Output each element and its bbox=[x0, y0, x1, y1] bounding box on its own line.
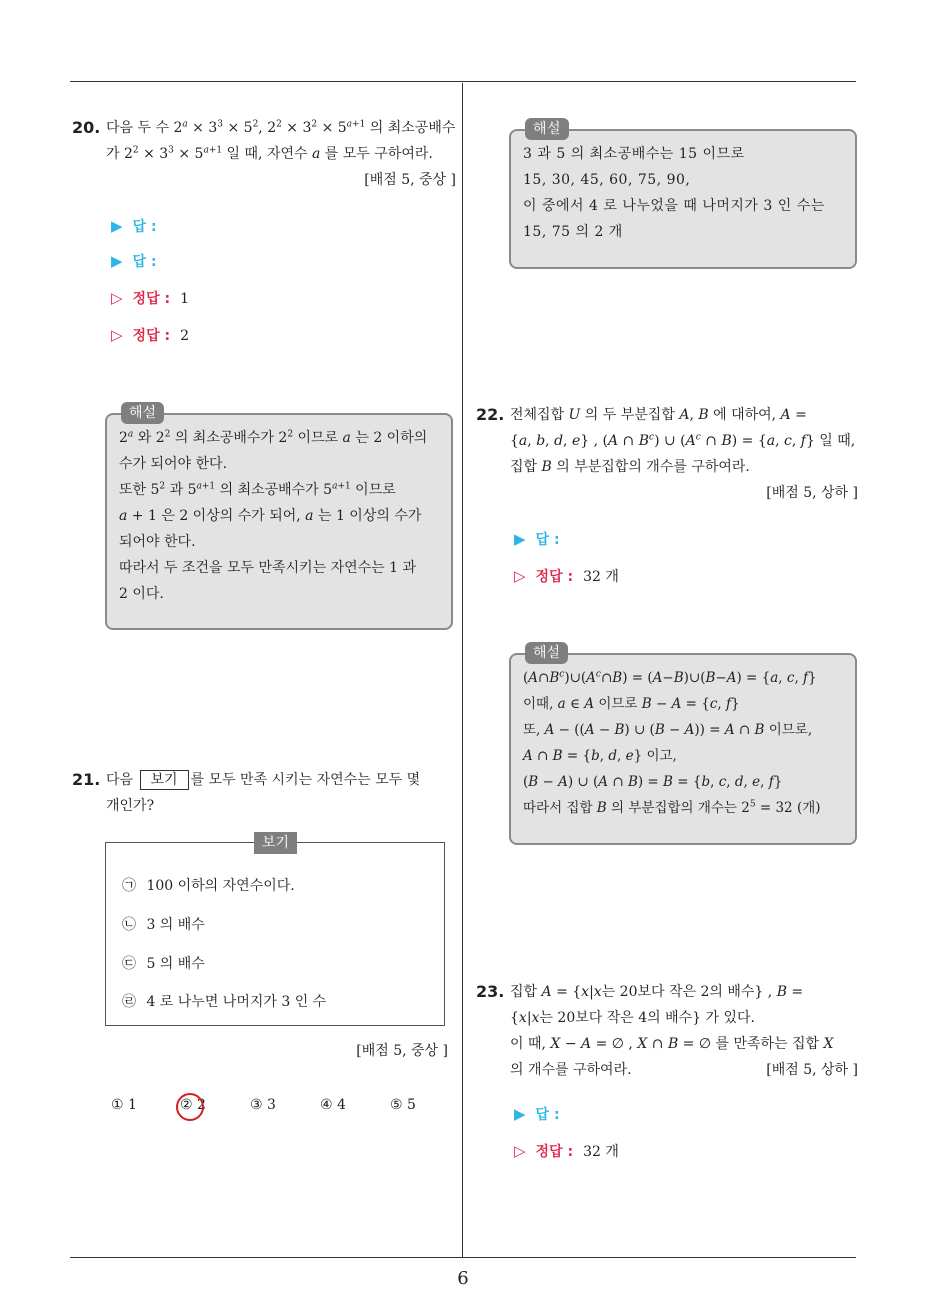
page-number: 6 bbox=[457, 1268, 469, 1289]
bogi-mark: ㉣ bbox=[122, 994, 136, 1010]
problem-line: 전체집합 U 의 두 부분집합 A, B 에 대하여, A = bbox=[510, 407, 807, 423]
correct-label: 정답 : bbox=[132, 328, 171, 344]
score: [배점 5, 상하 ] bbox=[766, 1062, 858, 1078]
problem-23 bbox=[476, 979, 858, 1083]
problem-20 bbox=[72, 115, 456, 193]
problem-21 bbox=[72, 767, 456, 819]
correct-answer bbox=[111, 288, 189, 308]
bogi-item bbox=[122, 875, 295, 895]
choice-4[interactable]: ④ 4 bbox=[320, 1097, 346, 1113]
correct-value: 32 개 bbox=[583, 1144, 619, 1160]
solution-line: 15, 75 의 2 개 bbox=[523, 224, 623, 240]
problem-line bbox=[510, 1057, 858, 1083]
bogi-text: 100 이하의 자연수이다. bbox=[146, 878, 295, 894]
outline-triangle-icon: ▷ bbox=[111, 289, 123, 307]
solution-line: 2$^a$ 와 $2^2$ 의 최소공배수가 $2^2$ 이므로 a 는 2 이하의 bbox=[119, 429, 428, 446]
problem-text bbox=[510, 979, 858, 1083]
solution-line: a + 1 은 2 이상의 수가 되어, a 는 1 이상의 수가 bbox=[119, 508, 422, 524]
choice-text: ② 2 bbox=[180, 1097, 206, 1113]
solution-tag: 해설 bbox=[525, 642, 568, 664]
bogi-mark: ㉠ bbox=[122, 878, 136, 894]
solution-line: $(A\cap B^c)\cup(A^c\cap B)$ = (A−B)∪(B−A) = {a, c, f} bbox=[523, 669, 817, 686]
correct-answer bbox=[514, 566, 619, 586]
score-21 bbox=[300, 1038, 448, 1064]
bogi-text: 3 의 배수 bbox=[146, 917, 205, 933]
bogi-item bbox=[122, 914, 205, 934]
bogi-mark: ㉢ bbox=[122, 956, 136, 972]
problem-number: 22. bbox=[476, 405, 505, 424]
solution-line: 이 중에서 4 로 나누었을 때 나머지가 3 인 수는 bbox=[523, 198, 825, 214]
solution-line: 따라서 집합 B 의 부분집합의 개수는 $2^5 = 32$ (개) bbox=[523, 799, 821, 816]
bogi-reference-box: 보기 bbox=[140, 770, 189, 790]
problem-22 bbox=[476, 402, 858, 506]
bogi-text: 4 로 나누면 나머지가 3 인 수 bbox=[146, 994, 327, 1010]
choice-1[interactable]: ① 1 bbox=[111, 1097, 137, 1113]
correct-answer bbox=[111, 325, 189, 345]
correct-value: 2 bbox=[180, 328, 189, 344]
correct-label: 정답 : bbox=[132, 291, 171, 307]
score: [배점 5, 중상 ] bbox=[364, 172, 456, 188]
problem-number: 20. bbox=[72, 118, 101, 137]
solution-box bbox=[509, 121, 857, 269]
bogi-box bbox=[105, 835, 445, 1026]
score: [배점 5, 중상 ] bbox=[356, 1043, 448, 1059]
answer-line[interactable] bbox=[111, 251, 157, 271]
correct-label: 정답 : bbox=[535, 569, 574, 585]
problem-number: 21. bbox=[72, 770, 101, 789]
correct-label: 정답 : bbox=[535, 1144, 574, 1160]
problem-line bbox=[106, 767, 456, 793]
solution-box bbox=[509, 645, 857, 845]
text: 다음 bbox=[106, 772, 134, 788]
problem-line: {a, b, d, e} , (A ∩ $B^c$) ∪ ($A^c$ ∩ B) = {a, c, f} 일 때, bbox=[510, 432, 856, 449]
solution-line: 또한 $5^2$ 과 $5^{a+1}$ 의 최소공배수가 $5^{a+1}$ 이므로 bbox=[119, 481, 396, 498]
correct-answer bbox=[514, 1141, 619, 1161]
play-triangle-icon: ▶ bbox=[111, 252, 123, 270]
play-triangle-icon: ▶ bbox=[111, 217, 123, 235]
correct-value: 32 개 bbox=[583, 569, 619, 585]
solution-line: 3 과 5 의 최소공배수는 15 이므로 bbox=[523, 146, 745, 162]
solution-lines bbox=[523, 665, 843, 821]
problem-number: 23. bbox=[476, 982, 505, 1001]
play-triangle-icon: ▶ bbox=[514, 530, 526, 548]
bogi-item bbox=[122, 991, 326, 1011]
solution-line: 수가 되어야 한다. bbox=[119, 456, 228, 472]
problem-line: 이 때, X − A = ∅ , X ∩ B = ∅ 를 만족하는 집합 X bbox=[510, 1036, 834, 1052]
answer-line[interactable] bbox=[514, 1104, 560, 1124]
solution-line: 따라서 두 조건을 모두 만족시키는 자연수는 1 과 bbox=[119, 560, 417, 576]
problem-line: 집합 B 의 부분집합의 개수를 구하여라. bbox=[510, 459, 750, 475]
answer-label: 답 : bbox=[535, 1107, 560, 1123]
problem-line: 집합 A = {x|x는 20보다 작은 2의 배수} , B = bbox=[510, 984, 804, 1000]
outline-triangle-icon: ▷ bbox=[514, 1142, 526, 1160]
solution-line: 되어야 한다. bbox=[119, 534, 196, 550]
problem-text bbox=[106, 115, 456, 193]
problem-text bbox=[106, 767, 456, 819]
top-rule bbox=[70, 81, 856, 82]
bottom-rule bbox=[70, 1257, 856, 1258]
problem-line: 개인가? bbox=[106, 798, 155, 814]
text: 의 개수를 구하여라. bbox=[510, 1062, 632, 1078]
column-divider bbox=[462, 83, 463, 1257]
solution-line: 또, A − ((A − B) ∪ (B − A)) = A ∩ B 이므로, bbox=[523, 722, 813, 738]
answer-label: 답 : bbox=[535, 532, 560, 548]
problem-text bbox=[510, 402, 858, 506]
problem-line: 가 $2^2 \times 3^3 \times 5^{a+1}$ 일 때, 자연수 a 를 모두 구하여라. bbox=[106, 145, 433, 162]
solution-line: 15, 30, 45, 60, 75, 90, bbox=[523, 172, 691, 188]
solution-box bbox=[105, 405, 453, 630]
solution-tag: 해설 bbox=[525, 118, 569, 140]
choice-2[interactable] bbox=[180, 1097, 206, 1113]
solution-line: 이때, a ∈ A 이므로 B − A = {c, f} bbox=[523, 696, 740, 712]
solution-lines bbox=[119, 425, 439, 607]
bogi-tag: 보기 bbox=[254, 832, 297, 854]
choice-3[interactable]: ③ 3 bbox=[250, 1097, 276, 1113]
play-triangle-icon: ▶ bbox=[514, 1105, 526, 1123]
choice-5[interactable]: ⑤ 5 bbox=[390, 1097, 416, 1113]
solution-lines bbox=[523, 141, 843, 245]
bogi-mark: ㉡ bbox=[122, 917, 136, 933]
bogi-text: 5 의 배수 bbox=[146, 956, 205, 972]
solution-line: 2 이다. bbox=[119, 586, 164, 602]
text: 를 모두 만족 시키는 자연수는 모두 몇 bbox=[190, 772, 421, 788]
solution-line: A ∩ B = {b, d, e} 이고, bbox=[523, 748, 677, 764]
selected-circle-mark bbox=[176, 1093, 204, 1121]
outline-triangle-icon: ▷ bbox=[111, 326, 123, 344]
solution-line: (B − A) ∪ (A ∩ B) = B = {b, c, d, e, f} bbox=[523, 774, 783, 790]
score: [배점 5, 상하 ] bbox=[766, 485, 858, 501]
answer-label: 답 : bbox=[132, 254, 157, 270]
correct-value: 1 bbox=[180, 291, 189, 307]
answer-line[interactable] bbox=[514, 529, 560, 549]
outline-triangle-icon: ▷ bbox=[514, 567, 526, 585]
solution-tag: 해설 bbox=[121, 402, 164, 424]
answer-line[interactable] bbox=[111, 216, 157, 236]
bogi-item bbox=[122, 953, 205, 973]
problem-line: 다음 두 수 $2^a \times 3^3 \times 5^2$, $2^2 \times 3^2 \times 5^{a+1}$ 의 최소공배수 bbox=[106, 119, 456, 136]
answer-label: 답 : bbox=[132, 219, 157, 235]
problem-line: {x|x는 20보다 작은 4의 배수} 가 있다. bbox=[510, 1010, 755, 1026]
